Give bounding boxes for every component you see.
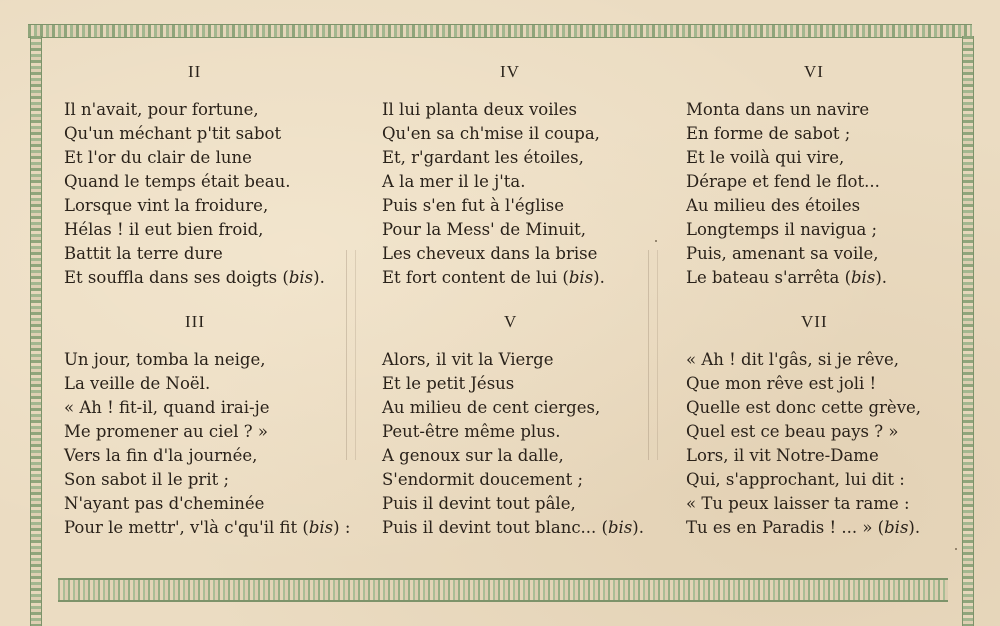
verse-line: Pour le mettr', v'là c'qu'il fit (bis) : [64, 518, 351, 537]
verse-line: Puis s'en fut à l'église [382, 196, 564, 215]
left-ornamental-border [30, 36, 42, 626]
verse-line: Quel est ce beau pays ? » [686, 422, 899, 441]
verse-line: Puis il devint tout blanc... (bis). [382, 518, 644, 537]
verse-line: Puis il devint tout pâle, [382, 494, 576, 513]
verse-line: Alors, il vit la Vierge [382, 350, 554, 369]
verse-line: Un jour, tomba la neige, [64, 350, 266, 369]
verse-line: Tu es en Paradis ! ... » (bis). [686, 518, 921, 537]
stanza-number: VI [804, 62, 824, 81]
paper-speck [655, 240, 657, 242]
bis-marker: bis [308, 518, 334, 537]
stanza-number: V [504, 312, 518, 331]
verse-line: Quelle est donc cette grève, [686, 398, 922, 417]
verse-line: Vers la fin d'la journée, [64, 446, 258, 465]
paper-speck [955, 548, 957, 550]
verse-line: Et le voilà qui vire, [686, 148, 845, 167]
verse-line: Qu'un méchant p'tit sabot [64, 124, 282, 143]
stanza-v [382, 312, 662, 540]
verse-line: En forme de sabot ; [686, 124, 851, 143]
verse-line: « Tu peux laisser ta rame : [686, 494, 910, 513]
verse-line: Qu'en sa ch'mise il coupa, [382, 124, 600, 143]
stanza-number: VII [801, 312, 828, 331]
verse-line: Peut-être même plus. [382, 422, 561, 441]
verse-line: Et l'or du clair de lune [64, 148, 252, 167]
verse-line: Et, r'gardant les étoiles, [382, 148, 584, 167]
stanza-iv [382, 62, 662, 290]
verse-line: Me promener au ciel ? » [64, 422, 268, 441]
verse-line: A genoux sur la dalle, [382, 446, 564, 465]
verse-line: Au milieu des étoiles [686, 196, 861, 215]
bis-marker: bis [288, 268, 314, 287]
bottom-ornamental-border [58, 578, 948, 602]
verse-line: Il lui planta deux voiles [382, 100, 578, 119]
verse-line: Les cheveux dans la brise [382, 244, 598, 263]
verse-line: A la mer il le j'ta. [382, 172, 526, 191]
column-divider [346, 250, 356, 460]
verse-line: Pour la Mess' de Minuit, [382, 220, 587, 239]
verse-line: Son sabot il le prit ; [64, 470, 230, 489]
stanza-vi [686, 62, 966, 290]
verse-line: « Ah ! fit-il, quand irai-je [64, 398, 270, 417]
stanza-number: II [188, 62, 202, 81]
stanza-number: IV [500, 62, 520, 81]
verse-line: Lorsque vint la froidure, [64, 196, 269, 215]
verse-line: Hélas ! il eut bien froid, [64, 220, 264, 239]
verse-line: Monta dans un navire [686, 100, 870, 119]
verse-line: Battit la terre dure [64, 244, 223, 263]
stanza-number: III [185, 312, 205, 331]
bis-marker: bis [851, 268, 876, 287]
verse-line: N'ayant pas d'cheminée [64, 494, 265, 513]
bis-marker: bis [568, 268, 594, 287]
verse-line: Longtemps il navigua ; [686, 220, 878, 239]
verse-line: Et le petit Jésus [382, 374, 515, 393]
verse-line: Et souffla dans ses doigts (bis). [64, 268, 325, 287]
bis-marker: bis [607, 518, 633, 537]
verse-line: Le bateau s'arrêta (bis). [686, 268, 887, 287]
verse-line: Que mon rêve est joli ! [686, 374, 877, 393]
verse-line: Puis, amenant sa voile, [686, 244, 879, 263]
verse-line: Dérape et fend le flot... [686, 172, 880, 191]
stanza-vii [686, 312, 966, 540]
verse-line: Qui, s'approchant, lui dit : [686, 470, 905, 489]
stanza-ii [64, 62, 344, 290]
top-ornamental-border [28, 24, 972, 38]
verse-line: Il n'avait, pour fortune, [64, 100, 259, 119]
verse-line: Lors, il vit Notre-Dame [686, 446, 879, 465]
verse-line: La veille de Noël. [64, 374, 211, 393]
verse-line: Quand le temps était beau. [64, 172, 291, 191]
bis-marker: bis [884, 518, 909, 537]
verse-line: Et fort content de lui (bis). [382, 268, 605, 287]
verse-line: Au milieu de cent cierges, [382, 398, 601, 417]
verse-line: « Ah ! dit l'gâs, si je rêve, [686, 350, 899, 369]
stanza-iii [64, 312, 351, 540]
verse-line: S'endormit doucement ; [382, 470, 584, 489]
